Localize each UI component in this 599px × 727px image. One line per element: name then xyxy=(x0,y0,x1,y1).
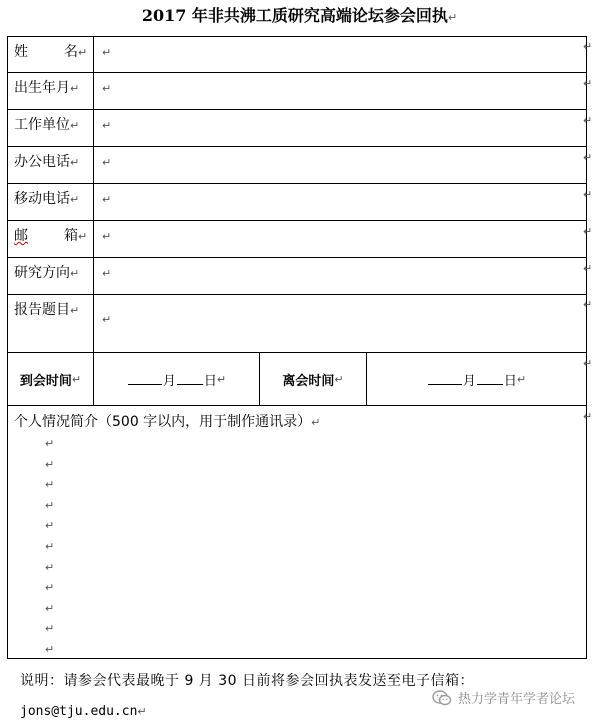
paragraph-mark: ↵ xyxy=(70,119,80,132)
bio-heading xyxy=(14,411,320,431)
label-research-text: 研究方向 xyxy=(14,265,70,281)
paragraph-mark: ↵ xyxy=(102,82,112,95)
bio-line: ↵ xyxy=(45,478,55,492)
name-field[interactable] xyxy=(94,37,586,72)
row-end-mark: ↵ xyxy=(583,114,593,127)
paragraph-mark: ↵ xyxy=(102,193,112,206)
bio-line: ↵ xyxy=(45,457,55,471)
bio-line: ↵ xyxy=(45,601,55,615)
email-field[interactable] xyxy=(94,221,586,257)
paragraph-mark: ↵ xyxy=(70,304,80,317)
label-birth-text: 出生年月 xyxy=(14,80,70,96)
paragraph-mark: ↵ xyxy=(102,267,112,280)
bio-heading-text: 个人情况简介（500 字以内，用于制作通讯录） xyxy=(14,414,312,430)
row-report-title xyxy=(8,295,586,353)
title-text: 2017 年非共沸工质研究高端论坛参会回执 xyxy=(141,6,448,25)
departure-date-field[interactable] xyxy=(367,353,586,405)
paragraph-mark: ↵ xyxy=(70,156,80,169)
row-office-phone xyxy=(8,147,586,184)
paragraph-mark: ↵ xyxy=(78,230,88,243)
label-name xyxy=(8,37,94,72)
label-office-phone-text: 办公电话 xyxy=(14,154,70,170)
bio-line: ↵ xyxy=(45,519,55,533)
row-end-mark: ↵ xyxy=(583,151,593,164)
reply-form-table xyxy=(7,36,587,659)
arrival-month-label: 月 xyxy=(162,373,176,389)
row-end-mark: ↵ xyxy=(583,410,593,423)
office-phone-field[interactable] xyxy=(94,147,586,183)
paragraph-mark: ↵ xyxy=(102,119,112,132)
label-arrival xyxy=(8,353,94,405)
row-end-mark: ↵ xyxy=(583,188,593,201)
label-email-char-2: 箱 xyxy=(64,228,78,244)
row-time xyxy=(8,353,586,406)
label-departure-text: 离会时间 xyxy=(282,373,335,389)
paragraph-mark: ↵ xyxy=(70,82,80,95)
paragraph-mark: ↵ xyxy=(516,372,527,386)
paragraph-mark: ↵ xyxy=(71,372,82,386)
row-birth xyxy=(8,73,586,110)
departure-day-label: 日 xyxy=(503,373,517,389)
label-mobile-phone-text: 移动电话 xyxy=(14,191,70,207)
label-email-char-1: 邮 xyxy=(14,228,28,244)
bio-line: ↵ xyxy=(45,622,55,636)
mobile-phone-field[interactable] xyxy=(94,184,586,220)
row-end-mark: ↵ xyxy=(583,40,593,53)
paragraph-mark: ↵ xyxy=(70,267,80,280)
bio-line: ↵ xyxy=(45,581,55,595)
research-field[interactable] xyxy=(94,258,586,294)
paragraph-mark: ↵ xyxy=(78,46,88,59)
paragraph-mark: ↵ xyxy=(102,230,112,243)
contact-email-text[interactable]: jons@tju.edu.cn xyxy=(20,704,138,719)
birth-field[interactable] xyxy=(94,73,586,109)
paragraph-mark: ↵ xyxy=(70,193,80,206)
paragraph-mark: ↵ xyxy=(102,46,112,59)
watermark xyxy=(432,688,575,707)
departure-month-blank[interactable] xyxy=(428,383,462,385)
paragraph-mark: ↵ xyxy=(102,156,112,169)
label-employer xyxy=(8,110,94,146)
row-end-mark: ↵ xyxy=(583,298,593,311)
row-end-mark: ↵ xyxy=(583,225,593,238)
submission-note-text: 说明：请参会代表最晚于 9 月 30 日前将参会回执表发送至电子信箱： xyxy=(20,673,475,689)
bio-text-area[interactable] xyxy=(45,437,54,664)
paragraph-mark: ↵ xyxy=(311,416,321,429)
departure-day-blank[interactable] xyxy=(477,383,503,385)
arrival-day-label: 日 xyxy=(203,373,217,389)
bio-line: ↵ xyxy=(45,642,55,656)
label-name-char-1: 姓 xyxy=(14,44,28,60)
contact-email[interactable] xyxy=(20,704,147,719)
label-employer-text: 工作单位 xyxy=(14,117,70,133)
employer-field[interactable] xyxy=(94,110,586,146)
label-office-phone xyxy=(8,147,94,183)
submission-note xyxy=(20,670,474,690)
arrival-date-field[interactable] xyxy=(94,353,260,405)
label-report-title-text: 报告题目 xyxy=(14,302,70,318)
label-arrival-text: 到会时间 xyxy=(19,373,72,389)
label-mobile-phone xyxy=(8,184,94,220)
row-end-mark: ↵ xyxy=(583,357,593,370)
watermark-text: 热力学青年学者论坛 xyxy=(458,692,576,707)
paragraph-mark: ↵ xyxy=(102,313,112,326)
label-departure xyxy=(260,353,367,405)
report-title-field[interactable] xyxy=(94,295,586,352)
paragraph-mark: ↵ xyxy=(216,372,227,386)
label-name-char-2: 名 xyxy=(64,44,78,60)
departure-month-label: 月 xyxy=(462,373,476,389)
arrival-day-blank[interactable] xyxy=(177,383,203,385)
paragraph-mark: ↵ xyxy=(137,705,147,718)
paragraph-mark: ↵ xyxy=(447,11,458,24)
bio-line: ↵ xyxy=(45,498,55,512)
row-research xyxy=(8,258,586,295)
bio-line: ↵ xyxy=(45,539,55,553)
label-birth xyxy=(8,73,94,109)
row-employer xyxy=(8,110,586,147)
row-mobile-phone xyxy=(8,184,586,221)
label-email xyxy=(8,221,94,257)
label-research xyxy=(8,258,94,294)
row-end-mark: ↵ xyxy=(583,77,593,90)
bio-line: ↵ xyxy=(45,560,55,574)
paragraph-mark: ↵ xyxy=(334,372,344,386)
row-name xyxy=(8,37,586,73)
bio-line: ↵ xyxy=(45,437,55,450)
row-end-mark: ↵ xyxy=(583,262,593,275)
row-email xyxy=(8,221,586,258)
wechat-icon xyxy=(432,690,452,706)
page-title xyxy=(0,5,599,29)
label-report-title xyxy=(8,295,94,352)
arrival-month-blank[interactable] xyxy=(128,383,162,385)
